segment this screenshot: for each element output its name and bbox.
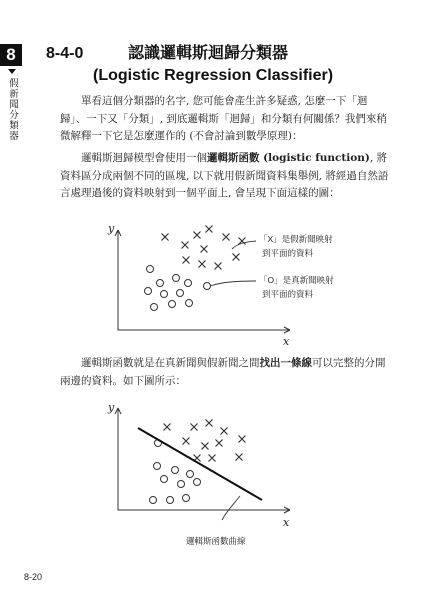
section-number: 8-4-0 <box>46 45 84 62</box>
o-mark <box>161 476 168 483</box>
x-mark <box>191 424 198 431</box>
x-mark <box>221 428 228 435</box>
x-mark <box>202 443 209 450</box>
note-logistic-line: 邏輯斯函數曲線 <box>186 536 246 546</box>
bold-term: 邏輯斯函數 (logistic function) <box>207 152 370 164</box>
chapter-label: 假新聞分類器 <box>7 78 18 141</box>
paragraph-text: 邏輯斯函數就是在真新聞與假新聞之間 <box>81 357 260 369</box>
o-mark <box>167 497 174 504</box>
annotation-arrow-line <box>222 496 240 520</box>
o-mark <box>178 481 185 488</box>
paragraph-text: 可以完整的分開兩邊的資料。如下圖所示： <box>60 357 386 387</box>
x-mark <box>216 440 223 447</box>
section-subtitle: (Logistic Regression Classifier) <box>93 67 334 84</box>
x-mark <box>206 420 213 427</box>
x-mark <box>164 424 171 431</box>
fake-news-marks <box>164 420 246 462</box>
y-axis-label: y <box>108 401 115 414</box>
o-mark <box>172 467 179 474</box>
x-mark <box>209 455 216 462</box>
bold-term: 找出一條線 <box>259 357 312 369</box>
paragraph-text: 邏輯斯迴歸模型會使用一個 <box>81 152 207 164</box>
paragraph-text: , 將資料區分成兩個不同的區塊, 以下就用假新聞資料集舉例, 將經過自然語言處理過後的資料映射到一個平面上, 會呈現下面這樣的圖： <box>60 152 389 199</box>
logistic-function-line <box>138 428 262 500</box>
section-title: 認識邏輯斯迴歸分類器 <box>128 45 289 62</box>
x-mark <box>236 454 243 461</box>
o-mark <box>194 479 201 486</box>
note-fake-line1: 「X」是假新聞映射 <box>259 234 333 244</box>
o-mark <box>154 463 161 470</box>
note-fake-line2: 到平面的資料 <box>262 248 314 258</box>
x-axis-label: x <box>283 516 290 529</box>
o-mark <box>183 495 190 502</box>
x-axis-label: x <box>283 335 290 348</box>
page-number: 8-20 <box>24 572 43 582</box>
chapter-number-tab: 8 <box>0 44 22 66</box>
y-axis-label: y <box>108 222 115 235</box>
x-mark <box>239 436 246 443</box>
axes <box>118 408 290 510</box>
paragraph-intro: 單看這個分類器的名字, 您可能會產生許多疑惑, 怎麼一下「迴歸」、一下又「分類」, 到底邏輯斯「迴歸」和分類有何關係？我們來稍微解釋一下它是怎麼運作的 (不會討論到數學原理)： <box>60 95 387 142</box>
note-real-line1: 「O」是真新聞映射 <box>259 275 334 285</box>
o-mark <box>150 497 157 504</box>
note-real-line2: 到平面的資料 <box>262 289 314 299</box>
o-mark <box>187 471 194 478</box>
x-mark <box>183 438 190 445</box>
